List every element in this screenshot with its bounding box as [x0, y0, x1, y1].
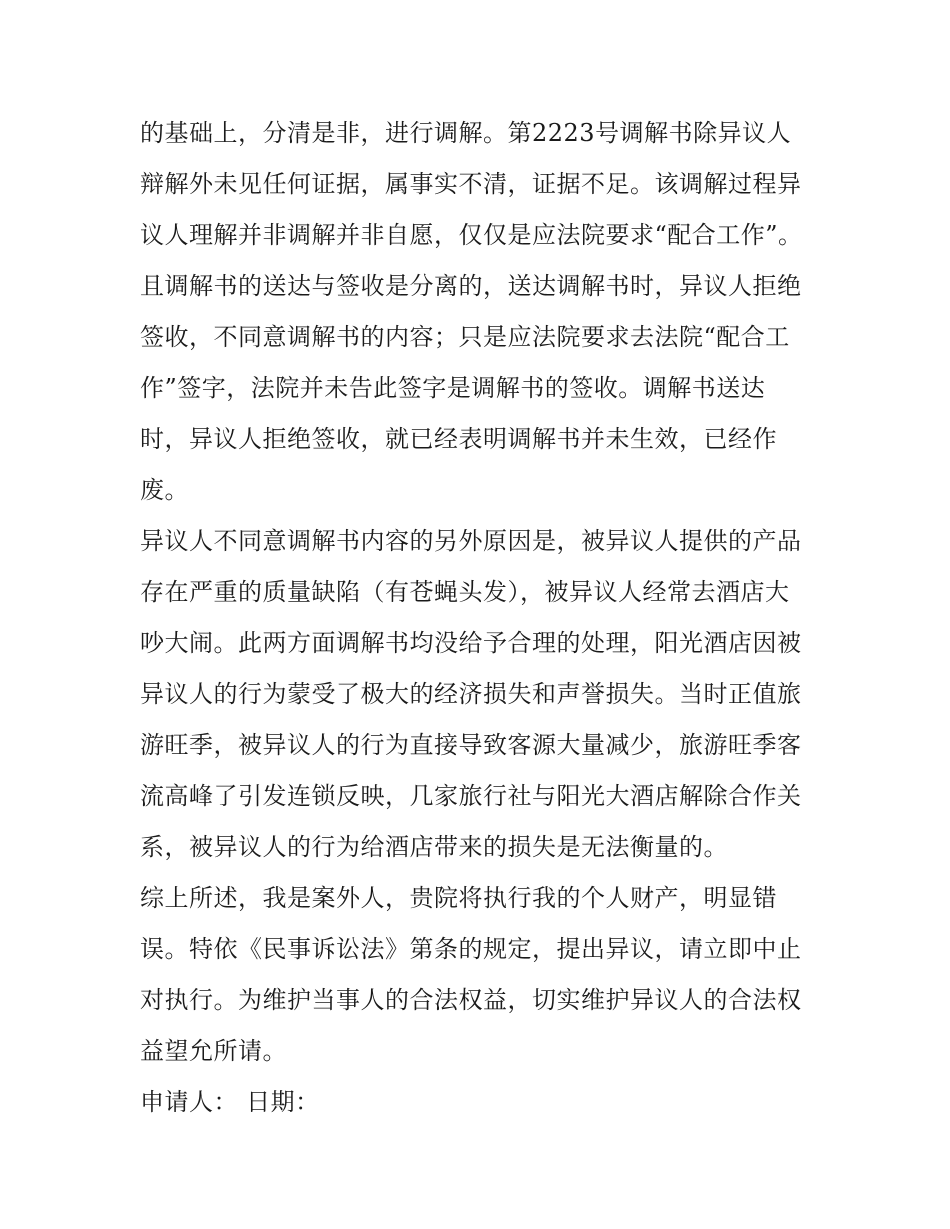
document-body	[140, 108, 820, 1128]
paragraph-1	[140, 108, 820, 516]
text-line: 的基础上，分清是非，进行调解。第2223号调解书除异议人	[140, 119, 792, 147]
signature-line: 申请人： 日期：	[140, 1088, 320, 1116]
text-line: 作”签字，法院并未告此签字是调解书的签收。调解书送达	[140, 374, 766, 402]
text-line: 且调解书的送达与签收是分离的，送达调解书时，异议人拒绝	[140, 272, 802, 300]
text-line: 吵大闹。此两方面调解书均没给予合理的处理，阳光酒店因被	[140, 629, 802, 657]
text-line: 系，被异议人的行为给酒店带来的损失是无法衡量的。	[140, 833, 728, 861]
text-line: 对执行。为维护当事人的合法权益，切实维护异议人的合法权	[140, 986, 802, 1014]
text-line: 异议人不同意调解书内容的另外原因是，被异议人提供的产品	[140, 527, 802, 555]
text-line: 异议人的行为蒙受了极大的经济损失和声誉损失。当时正值旅	[140, 680, 802, 708]
text-line: 签收，不同意调解书的内容；只是应法院要求去法院“配合工	[140, 323, 790, 351]
text-line: 废。	[140, 476, 189, 504]
text-line: 辩解外未见任何证据，属事实不清，证据不足。该调解过程异	[140, 170, 802, 198]
text-line: 益望允所请。	[140, 1037, 287, 1065]
text-line: 综上所述，我是案外人，贵院将执行我的个人财产，明显错	[140, 884, 777, 912]
paragraph-3	[140, 873, 820, 1077]
text-line: 流高峰了引发连锁反映，几家旅行社与阳光大酒店解除合作关	[140, 782, 802, 810]
paragraph-2	[140, 516, 820, 873]
text-line: 游旺季，被异议人的行为直接导致客源大量减少，旅游旺季客	[140, 731, 802, 759]
signature-block	[140, 1077, 820, 1128]
text-line: 议人理解并非调解并非自愿，仅仅是应法院要求“配合工作”。	[140, 221, 803, 249]
text-line: 存在严重的质量缺陷（有苍蝇头发），被异议人经常去酒店大	[140, 578, 790, 606]
text-line: 时，异议人拒绝签收，就已经表明调解书并未生效，已经作	[140, 425, 777, 453]
text-line: 误。特依《民事诉讼法》第条的规定，提出异议，请立即中止	[140, 935, 802, 963]
